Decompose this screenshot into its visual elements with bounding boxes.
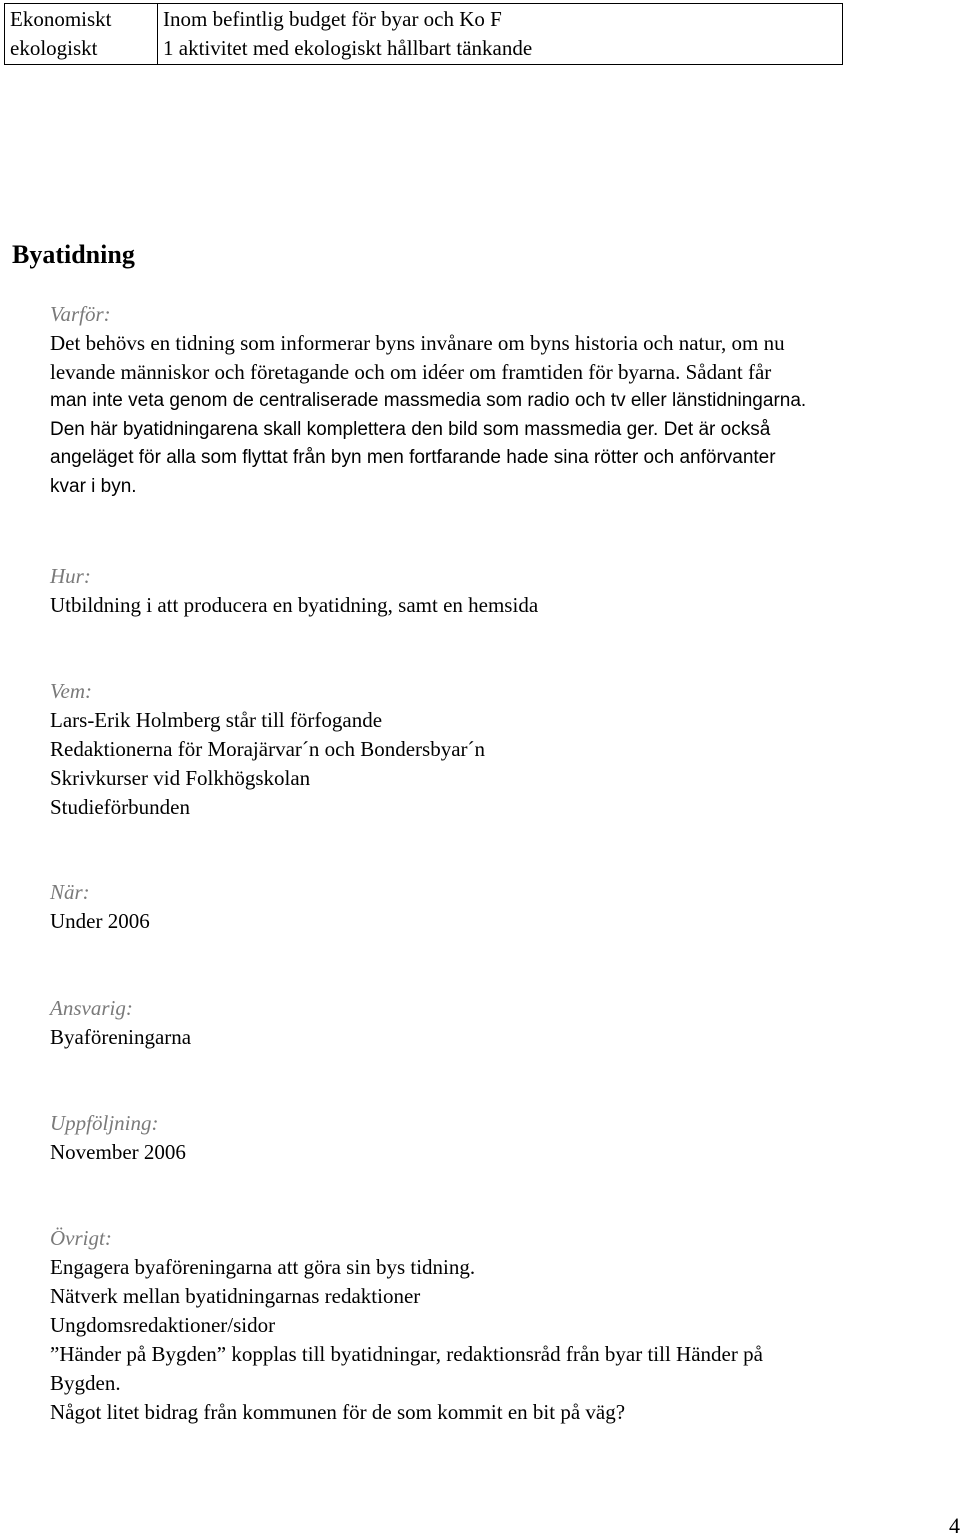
- body-line: levande människor och företagande och om idéer om framtiden för byarna. Sådant får: [50, 360, 772, 384]
- value-line: Inom befintlig budget för byar och Ko F: [163, 7, 502, 31]
- body-line: Bygden.: [50, 1371, 121, 1395]
- body-line: Redaktionerna för Morajärvar´n och Bondersbyar´n: [50, 737, 486, 761]
- body-line: ”Händer på Bygden” kopplas till byatidningar, redaktionsråd från byar till Händer på: [50, 1342, 763, 1366]
- body-line: Något litet bidrag från kommunen för de som kommit en bit på väg?: [50, 1400, 626, 1424]
- section-label: Uppföljning:: [50, 1111, 159, 1135]
- body-line: man inte veta genom de centraliserade massmedia som radio och tv eller länstidningarna.: [50, 390, 807, 411]
- page-number: 4: [949, 1513, 960, 1538]
- body-line: Utbildning i att producera en byatidning, samt en hemsida: [50, 593, 539, 617]
- section-nar: [50, 878, 940, 936]
- body-line: Byaföreningarna: [50, 1025, 192, 1049]
- body-line: November 2006: [50, 1140, 186, 1164]
- body-line: Det behövs en tidning som informerar byns invånare om byns historia och natur, om nu: [50, 331, 785, 355]
- body-line: Skrivkurser vid Folkhögskolan: [50, 766, 311, 790]
- section-label: Ansvarig:: [50, 996, 133, 1020]
- section-label: Övrigt:: [50, 1226, 112, 1250]
- section-label: När:: [50, 880, 90, 904]
- section-label: Hur:: [50, 564, 91, 588]
- body-line: Nätverk mellan byatidningarnas redaktioner: [50, 1284, 421, 1308]
- section-varfor: [50, 300, 940, 501]
- info-table: [4, 3, 843, 65]
- section-uppfoljning: [50, 1109, 940, 1167]
- section-label: Vem:: [50, 679, 92, 703]
- body-line: Engagera byaföreningarna att göra sin bys tidning.: [50, 1255, 476, 1279]
- body-line: Ungdomsredaktioner/sidor: [50, 1313, 276, 1337]
- body-line: Den här byatidningarena skall komplettera den bild som massmedia ger. Det är också: [50, 418, 771, 440]
- body-line: Lars-Erik Holmberg står till förfogande: [50, 708, 383, 732]
- body-line: Under 2006: [50, 909, 150, 933]
- value-line: 1 aktivitet med ekologiskt hållbart tänkande: [163, 36, 533, 60]
- body-line: Studieförbunden: [50, 795, 190, 819]
- section-vem: [50, 677, 940, 822]
- body-line: kvar i byn.: [50, 475, 137, 497]
- section-ovrigt: [50, 1224, 940, 1427]
- table-row: [5, 4, 843, 65]
- section-ansvarig: [50, 994, 940, 1052]
- section-hur: [50, 562, 940, 620]
- body-line: angeläget för alla som flyttat från byn men fortfarande hade sina rötter och anförvanter: [50, 447, 776, 468]
- label-line: ekologiskt: [10, 36, 98, 60]
- label-line: Ekonomiskt: [10, 7, 112, 31]
- table-cell-value: [158, 4, 843, 65]
- document-heading: Byatidning: [12, 240, 135, 269]
- section-label: Varför:: [50, 302, 111, 326]
- table-cell-label: [5, 4, 158, 65]
